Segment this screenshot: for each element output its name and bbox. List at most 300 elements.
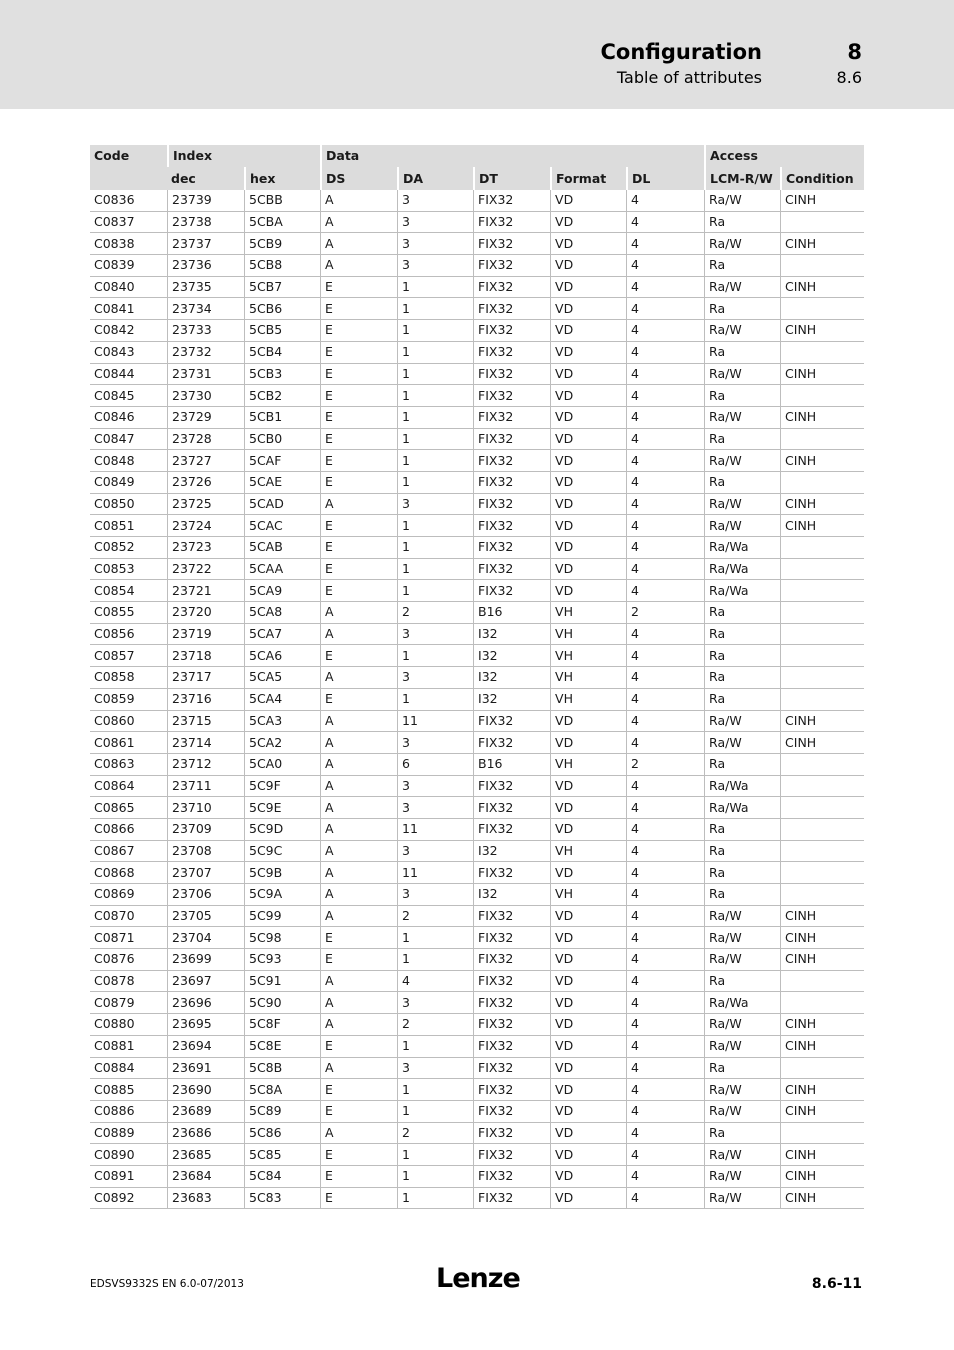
- cell-code: C0842: [90, 320, 167, 342]
- cell-code: C0838: [90, 233, 167, 255]
- cell-lcm-rw: Ra/W: [704, 1079, 780, 1101]
- cell-condition: CINH: [780, 1188, 864, 1210]
- cell-dl: 4: [626, 1101, 704, 1123]
- col-header-condition: Condition: [780, 167, 864, 190]
- cell-lcm-rw: Ra/W: [704, 515, 780, 537]
- table-row: [90, 450, 864, 472]
- cell-index-hex: 5C91: [244, 971, 320, 993]
- cell-code: C0881: [90, 1036, 167, 1058]
- cell-format: VH: [550, 754, 626, 776]
- cell-dt: I32: [473, 645, 550, 667]
- cell-lcm-rw: Ra/Wa: [704, 797, 780, 819]
- cell-dl: 4: [626, 364, 704, 386]
- col-header-ds: DS: [320, 167, 397, 190]
- cell-dt: FIX32: [473, 1123, 550, 1145]
- cell-lcm-rw: Ra/Wa: [704, 992, 780, 1014]
- cell-ds: E: [320, 537, 397, 559]
- cell-da: 6: [397, 754, 473, 776]
- cell-index-hex: 5CBA: [244, 212, 320, 234]
- cell-dt: FIX32: [473, 190, 550, 212]
- cell-ds: E: [320, 407, 397, 429]
- cell-dt: FIX32: [473, 927, 550, 949]
- cell-lcm-rw: Ra/W: [704, 277, 780, 299]
- cell-format: VH: [550, 667, 626, 689]
- cell-index-dec: 23712: [167, 754, 244, 776]
- cell-code: C0890: [90, 1144, 167, 1166]
- cell-index-hex: 5CAF: [244, 450, 320, 472]
- cell-ds: E: [320, 385, 397, 407]
- table-group-header-row: [90, 145, 864, 167]
- header-band: [0, 0, 954, 109]
- cell-dl: 4: [626, 971, 704, 993]
- cell-index-hex: 5CB7: [244, 277, 320, 299]
- cell-ds: E: [320, 1079, 397, 1101]
- cell-condition: CINH: [780, 1036, 864, 1058]
- cell-format: VD: [550, 429, 626, 451]
- cell-index-hex: 5C84: [244, 1166, 320, 1188]
- cell-condition: CINH: [780, 1144, 864, 1166]
- cell-dt: FIX32: [473, 819, 550, 841]
- cell-da: 3: [397, 884, 473, 906]
- cell-ds: A: [320, 667, 397, 689]
- cell-ds: E: [320, 450, 397, 472]
- table-row: [90, 298, 864, 320]
- cell-index-dec: 23686: [167, 1123, 244, 1145]
- cell-index-hex: 5CA7: [244, 624, 320, 646]
- cell-index-dec: 23691: [167, 1058, 244, 1080]
- cell-condition: [780, 580, 864, 602]
- cell-index-hex: 5CA5: [244, 667, 320, 689]
- cell-dt: FIX32: [473, 906, 550, 928]
- cell-index-dec: 23727: [167, 450, 244, 472]
- cell-dt: FIX32: [473, 559, 550, 581]
- cell-code: C0885: [90, 1079, 167, 1101]
- cell-dt: FIX32: [473, 1014, 550, 1036]
- cell-dl: 4: [626, 841, 704, 863]
- cell-index-hex: 5C93: [244, 949, 320, 971]
- chapter-number: 8: [847, 40, 862, 64]
- cell-dl: 4: [626, 580, 704, 602]
- cell-index-dec: 23695: [167, 1014, 244, 1036]
- cell-index-hex: 5C89: [244, 1101, 320, 1123]
- cell-condition: [780, 1123, 864, 1145]
- attributes-table: [90, 145, 864, 1209]
- cell-dt: FIX32: [473, 1166, 550, 1188]
- cell-format: VH: [550, 841, 626, 863]
- table-row: [90, 580, 864, 602]
- cell-ds: A: [320, 797, 397, 819]
- cell-format: VD: [550, 494, 626, 516]
- cell-index-dec: 23706: [167, 884, 244, 906]
- table-row: [90, 364, 864, 386]
- cell-dt: FIX32: [473, 277, 550, 299]
- cell-index-dec: 23735: [167, 277, 244, 299]
- cell-da: 3: [397, 992, 473, 1014]
- table-row: [90, 992, 864, 1014]
- cell-index-dec: 23704: [167, 927, 244, 949]
- cell-dl: 4: [626, 537, 704, 559]
- cell-dt: FIX32: [473, 971, 550, 993]
- cell-code: C0870: [90, 906, 167, 928]
- cell-da: 1: [397, 385, 473, 407]
- cell-lcm-rw: Ra/Wa: [704, 776, 780, 798]
- cell-format: VD: [550, 862, 626, 884]
- cell-ds: A: [320, 862, 397, 884]
- cell-index-hex: 5CAC: [244, 515, 320, 537]
- cell-da: 3: [397, 797, 473, 819]
- cell-lcm-rw: Ra/W: [704, 364, 780, 386]
- cell-condition: CINH: [780, 1166, 864, 1188]
- cell-index-dec: 23710: [167, 797, 244, 819]
- cell-condition: CINH: [780, 364, 864, 386]
- cell-condition: [780, 385, 864, 407]
- page-number: 8.6-11: [811, 1276, 862, 1292]
- cell-dl: 4: [626, 472, 704, 494]
- cell-da: 3: [397, 667, 473, 689]
- cell-lcm-rw: Ra: [704, 385, 780, 407]
- cell-code: C0846: [90, 407, 167, 429]
- cell-dl: 4: [626, 320, 704, 342]
- cell-condition: [780, 255, 864, 277]
- cell-da: 3: [397, 624, 473, 646]
- cell-dl: 4: [626, 884, 704, 906]
- cell-index-hex: 5CA3: [244, 711, 320, 733]
- cell-ds: E: [320, 320, 397, 342]
- cell-condition: CINH: [780, 450, 864, 472]
- cell-dl: 4: [626, 645, 704, 667]
- cell-lcm-rw: Ra/W: [704, 1188, 780, 1210]
- table-row: [90, 862, 864, 884]
- cell-code: C0867: [90, 841, 167, 863]
- cell-ds: A: [320, 841, 397, 863]
- table-row: [90, 472, 864, 494]
- cell-dl: 4: [626, 450, 704, 472]
- cell-lcm-rw: Ra/W: [704, 1166, 780, 1188]
- cell-index-dec: 23708: [167, 841, 244, 863]
- cell-index-dec: 23725: [167, 494, 244, 516]
- cell-index-hex: 5CB8: [244, 255, 320, 277]
- cell-da: 3: [397, 255, 473, 277]
- cell-index-hex: 5C9D: [244, 819, 320, 841]
- cell-condition: [780, 884, 864, 906]
- table-row: [90, 429, 864, 451]
- cell-da: 2: [397, 1123, 473, 1145]
- cell-dt: FIX32: [473, 537, 550, 559]
- table-row: [90, 841, 864, 863]
- cell-dt: FIX32: [473, 212, 550, 234]
- cell-index-dec: 23694: [167, 1036, 244, 1058]
- table-row: [90, 819, 864, 841]
- cell-lcm-rw: Ra: [704, 602, 780, 624]
- cell-code: C0879: [90, 992, 167, 1014]
- col-group-index: Index: [167, 145, 320, 167]
- cell-condition: [780, 862, 864, 884]
- table-row: [90, 906, 864, 928]
- cell-dt: I32: [473, 884, 550, 906]
- cell-lcm-rw: Ra/W: [704, 906, 780, 928]
- cell-index-dec: 23699: [167, 949, 244, 971]
- table-row: [90, 732, 864, 754]
- cell-dt: FIX32: [473, 1188, 550, 1210]
- cell-index-hex: 5C9F: [244, 776, 320, 798]
- cell-index-dec: 23730: [167, 385, 244, 407]
- cell-code: C0849: [90, 472, 167, 494]
- cell-code: C0856: [90, 624, 167, 646]
- cell-condition: [780, 472, 864, 494]
- table-row: [90, 971, 864, 993]
- cell-da: 11: [397, 711, 473, 733]
- cell-index-dec: 23721: [167, 580, 244, 602]
- col-header-dt: DT: [473, 167, 550, 190]
- cell-condition: [780, 776, 864, 798]
- cell-index-dec: 23717: [167, 667, 244, 689]
- cell-lcm-rw: Ra/W: [704, 1014, 780, 1036]
- cell-dt: FIX32: [473, 364, 550, 386]
- cell-da: 4: [397, 971, 473, 993]
- cell-ds: E: [320, 927, 397, 949]
- table-row: [90, 949, 864, 971]
- cell-index-dec: 23724: [167, 515, 244, 537]
- cell-dl: 4: [626, 1188, 704, 1210]
- cell-ds: A: [320, 1014, 397, 1036]
- cell-lcm-rw: Ra/W: [704, 1036, 780, 1058]
- cell-dt: I32: [473, 841, 550, 863]
- cell-code: C0857: [90, 645, 167, 667]
- cell-condition: [780, 559, 864, 581]
- cell-da: 1: [397, 342, 473, 364]
- cell-da: 1: [397, 1188, 473, 1210]
- cell-dt: I32: [473, 667, 550, 689]
- cell-ds: A: [320, 212, 397, 234]
- cell-lcm-rw: Ra: [704, 819, 780, 841]
- cell-format: VD: [550, 927, 626, 949]
- table-row: [90, 1166, 864, 1188]
- cell-dl: 4: [626, 819, 704, 841]
- cell-dl: 4: [626, 385, 704, 407]
- cell-dl: 4: [626, 711, 704, 733]
- col-group-data: Data: [320, 145, 704, 167]
- cell-condition: [780, 819, 864, 841]
- cell-index-hex: 5CA2: [244, 732, 320, 754]
- cell-lcm-rw: Ra/W: [704, 190, 780, 212]
- cell-ds: A: [320, 233, 397, 255]
- cell-condition: [780, 602, 864, 624]
- cell-dt: FIX32: [473, 1101, 550, 1123]
- cell-index-hex: 5CA8: [244, 602, 320, 624]
- cell-index-dec: 23729: [167, 407, 244, 429]
- cell-code: C0836: [90, 190, 167, 212]
- cell-format: VD: [550, 1166, 626, 1188]
- cell-condition: CINH: [780, 732, 864, 754]
- cell-dt: FIX32: [473, 1079, 550, 1101]
- cell-index-hex: 5CAE: [244, 472, 320, 494]
- cell-dl: 4: [626, 494, 704, 516]
- cell-dl: 4: [626, 277, 704, 299]
- cell-lcm-rw: Ra/W: [704, 494, 780, 516]
- cell-da: 1: [397, 927, 473, 949]
- cell-index-hex: 5C9C: [244, 841, 320, 863]
- cell-da: 1: [397, 645, 473, 667]
- cell-condition: [780, 1058, 864, 1080]
- cell-dl: 4: [626, 233, 704, 255]
- cell-lcm-rw: Ra: [704, 429, 780, 451]
- cell-index-hex: 5CA0: [244, 754, 320, 776]
- cell-format: VD: [550, 1079, 626, 1101]
- cell-da: 1: [397, 277, 473, 299]
- cell-da: 2: [397, 602, 473, 624]
- cell-da: 1: [397, 949, 473, 971]
- cell-ds: E: [320, 515, 397, 537]
- cell-ds: E: [320, 298, 397, 320]
- cell-dl: 4: [626, 732, 704, 754]
- cell-ds: E: [320, 580, 397, 602]
- cell-lcm-rw: Ra: [704, 645, 780, 667]
- cell-format: VD: [550, 385, 626, 407]
- cell-code: C0845: [90, 385, 167, 407]
- cell-index-dec: 23733: [167, 320, 244, 342]
- table-row: [90, 624, 864, 646]
- cell-format: VD: [550, 1101, 626, 1123]
- cell-dl: 4: [626, 298, 704, 320]
- col-header-dec: dec: [167, 167, 244, 190]
- cell-index-hex: 5C8B: [244, 1058, 320, 1080]
- cell-format: VD: [550, 298, 626, 320]
- cell-da: 1: [397, 364, 473, 386]
- cell-index-dec: 23707: [167, 862, 244, 884]
- cell-index-hex: 5CB1: [244, 407, 320, 429]
- cell-ds: E: [320, 1144, 397, 1166]
- table-row: [90, 602, 864, 624]
- cell-index-hex: 5C85: [244, 1144, 320, 1166]
- cell-ds: E: [320, 559, 397, 581]
- cell-format: VD: [550, 819, 626, 841]
- cell-ds: A: [320, 819, 397, 841]
- cell-dt: FIX32: [473, 949, 550, 971]
- cell-format: VD: [550, 1036, 626, 1058]
- cell-da: 3: [397, 841, 473, 863]
- cell-ds: E: [320, 1036, 397, 1058]
- cell-dt: FIX32: [473, 298, 550, 320]
- cell-lcm-rw: Ra: [704, 255, 780, 277]
- cell-ds: E: [320, 1166, 397, 1188]
- cell-da: 2: [397, 1014, 473, 1036]
- cell-da: 3: [397, 1058, 473, 1080]
- document-id: EDSVS9332S EN 6.0-07/2013: [90, 1278, 244, 1290]
- cell-index-hex: 5C83: [244, 1188, 320, 1210]
- cell-format: VD: [550, 407, 626, 429]
- cell-dt: FIX32: [473, 1058, 550, 1080]
- cell-code: C0869: [90, 884, 167, 906]
- cell-condition: CINH: [780, 711, 864, 733]
- cell-index-hex: 5CB6: [244, 298, 320, 320]
- cell-ds: A: [320, 602, 397, 624]
- cell-dt: FIX32: [473, 233, 550, 255]
- cell-lcm-rw: Ra: [704, 1123, 780, 1145]
- cell-lcm-rw: Ra: [704, 862, 780, 884]
- cell-ds: A: [320, 754, 397, 776]
- cell-code: C0866: [90, 819, 167, 841]
- cell-condition: CINH: [780, 1014, 864, 1036]
- cell-dl: 2: [626, 754, 704, 776]
- cell-dl: 4: [626, 255, 704, 277]
- cell-condition: CINH: [780, 494, 864, 516]
- table-row: [90, 1123, 864, 1145]
- cell-condition: CINH: [780, 906, 864, 928]
- cell-format: VD: [550, 1123, 626, 1145]
- cell-code: C0884: [90, 1058, 167, 1080]
- cell-lcm-rw: Ra/Wa: [704, 559, 780, 581]
- cell-format: VH: [550, 602, 626, 624]
- cell-lcm-rw: Ra/Wa: [704, 537, 780, 559]
- cell-da: 1: [397, 472, 473, 494]
- cell-index-dec: 23697: [167, 971, 244, 993]
- cell-format: VH: [550, 624, 626, 646]
- cell-condition: [780, 841, 864, 863]
- cell-dl: 4: [626, 407, 704, 429]
- cell-dt: FIX32: [473, 385, 550, 407]
- cell-index-dec: 23705: [167, 906, 244, 928]
- table-row: [90, 645, 864, 667]
- cell-dt: I32: [473, 689, 550, 711]
- cell-dl: 4: [626, 927, 704, 949]
- cell-format: VH: [550, 884, 626, 906]
- cell-ds: E: [320, 364, 397, 386]
- cell-lcm-rw: Ra/W: [704, 711, 780, 733]
- cell-code: C0848: [90, 450, 167, 472]
- cell-format: VD: [550, 537, 626, 559]
- cell-dt: FIX32: [473, 732, 550, 754]
- table-row: [90, 1188, 864, 1210]
- cell-da: 11: [397, 862, 473, 884]
- cell-dt: FIX32: [473, 776, 550, 798]
- table-row: [90, 1101, 864, 1123]
- cell-condition: [780, 971, 864, 993]
- cell-index-dec: 23709: [167, 819, 244, 841]
- cell-condition: CINH: [780, 927, 864, 949]
- cell-dt: FIX32: [473, 255, 550, 277]
- cell-index-dec: 23683: [167, 1188, 244, 1210]
- cell-lcm-rw: Ra: [704, 754, 780, 776]
- cell-index-hex: 5C8E: [244, 1036, 320, 1058]
- cell-index-hex: 5C86: [244, 1123, 320, 1145]
- table-row: [90, 1036, 864, 1058]
- cell-format: VD: [550, 233, 626, 255]
- cell-code: C0841: [90, 298, 167, 320]
- cell-da: 3: [397, 776, 473, 798]
- table-row: [90, 1079, 864, 1101]
- cell-index-hex: 5C9A: [244, 884, 320, 906]
- cell-dl: 2: [626, 602, 704, 624]
- cell-da: 1: [397, 1101, 473, 1123]
- cell-index-hex: 5CB2: [244, 385, 320, 407]
- col-header-da: DA: [397, 167, 473, 190]
- cell-index-hex: 5CBB: [244, 190, 320, 212]
- cell-dt: FIX32: [473, 992, 550, 1014]
- cell-condition: CINH: [780, 190, 864, 212]
- cell-condition: [780, 754, 864, 776]
- cell-condition: CINH: [780, 1079, 864, 1101]
- table-row: [90, 927, 864, 949]
- cell-code: C0843: [90, 342, 167, 364]
- cell-dl: 4: [626, 1058, 704, 1080]
- cell-condition: [780, 667, 864, 689]
- cell-index-hex: 5C98: [244, 927, 320, 949]
- cell-ds: A: [320, 992, 397, 1014]
- cell-dt: FIX32: [473, 580, 550, 602]
- cell-dl: 4: [626, 1036, 704, 1058]
- cell-da: 1: [397, 515, 473, 537]
- table-row: [90, 342, 864, 364]
